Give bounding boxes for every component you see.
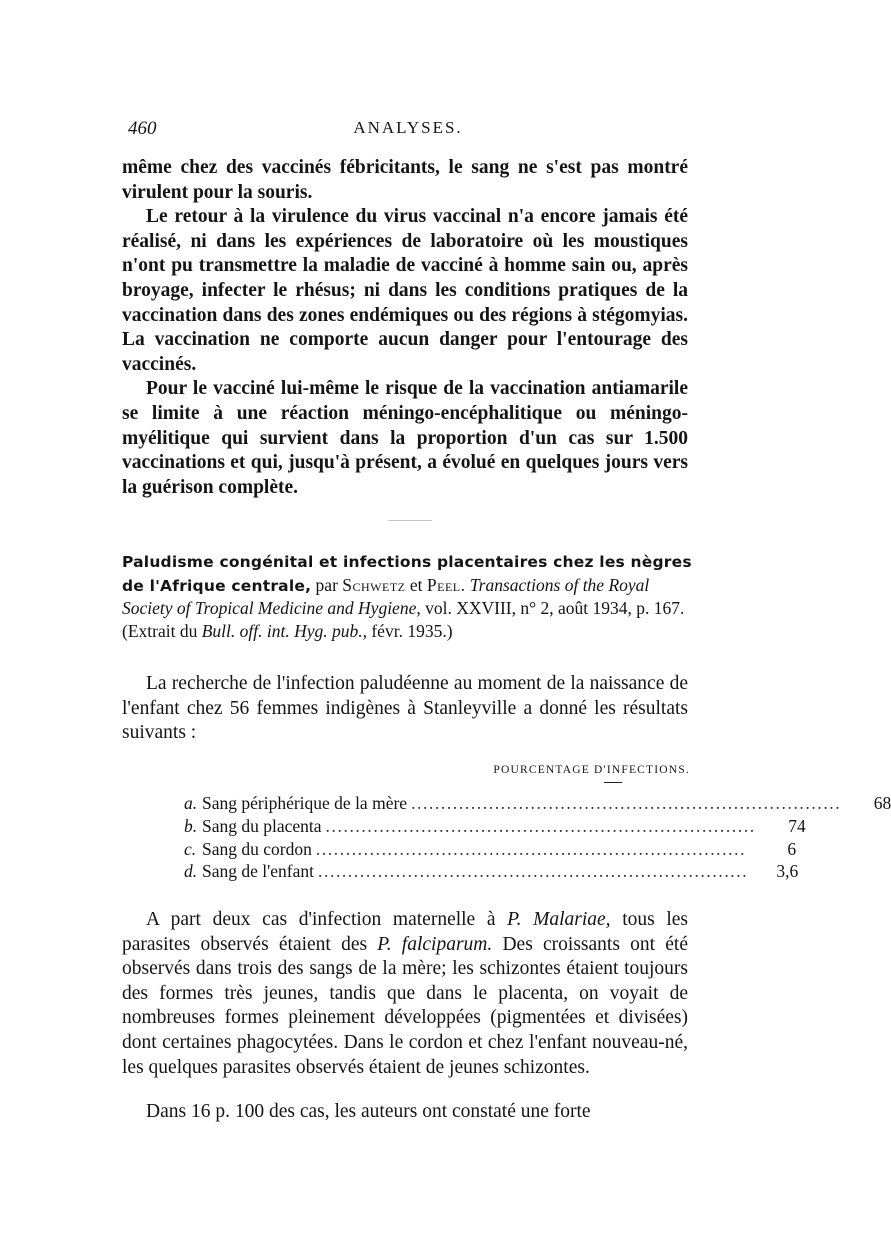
text-fragment: A part deux cas d'infection maternelle à — [146, 909, 496, 930]
results-table — [184, 792, 891, 883]
row-value: 74 — [788, 815, 806, 836]
row-label: Sang du placenta — [202, 815, 322, 836]
table-column-header: POURCENTAGE D'INFECTIONS. — [493, 764, 690, 776]
row-letter: b. — [184, 815, 198, 836]
row-label: Sang de l'enfant — [202, 861, 315, 882]
article-title: Paludisme congénital et infections placentaires chez les nègres de l'Afrique centrale, — [122, 553, 692, 595]
paragraph: même chez des vaccinés fébricitants, le sang ne s'est pas montré virulent pour la souris. — [122, 157, 688, 203]
paragraph: Pour le vacciné lui-même le risque de la vaccination antiamarile se limite à une réaction méningo-encéphalitique ou méningo-myélitique qui survient dans la proportion d'un cas sur 1.500 vaccinations et qui, jusqu'à présent, a évolué en quelques jours vers la guérison complète. — [122, 378, 688, 498]
table-row — [184, 838, 797, 861]
row-letter: c. — [184, 838, 197, 859]
row-label: Sang du cordon — [202, 838, 312, 859]
journal-volume: vol. XXVIII, n° 2, août 1934, p. 167. (Extrait du — [122, 598, 685, 641]
page-number: 460 — [128, 118, 157, 139]
species-name: P. Malariae, — [507, 909, 611, 930]
article-by: par — [315, 574, 338, 595]
paragraph — [122, 908, 688, 1080]
article-author: Peel. — [426, 574, 466, 595]
intro-text-block — [122, 672, 688, 746]
article-reference — [122, 550, 697, 642]
paragraph: Le retour à la virulence du virus vaccinal n'a encore jamais été réalisé, ni dans les expériences de laboratoire où les moustiques n'ont pu transmettre la maladie de vacciné à homme sain ou, après broyage, infecter le rhésus; ni dans les conditions pratiques de la vaccination dans des zones endémiques ou des régions à stégomyias. La vaccination ne comporte aucun danger pour l'entourage des vaccinés. — [122, 206, 688, 375]
leader-dots: ........................................................................ — [315, 838, 747, 859]
text-fragment: tous les parasites observés étaient des — [122, 909, 689, 955]
table-header-dash — [604, 782, 622, 783]
row-label: Sang périphérique de la mère — [202, 793, 408, 813]
text-fragment: Des croissants ont été observés dans trois des sangs de la mère; les schizontes étaient toujours des formes très jeunes, tandis que dans le placenta, on voyait de nombreuses formes pleinement développées (pigmentées et divisées) dont certaines phagocytées. Dans le cordon et chez l'enfant nouveau-né, les quelques parasites observés étaient de jeunes schizontes. — [122, 933, 688, 1078]
leader-dots: ........................................................................ — [318, 861, 749, 882]
source-date: févr. 1935.) — [371, 620, 453, 641]
section-divider — [388, 520, 432, 521]
article-and: et — [409, 574, 423, 595]
source-title: Bull. off. int. Hyg. pub., — [201, 620, 367, 641]
running-head: ANALYSES. — [353, 118, 463, 137]
species-name: P. falciparum. — [377, 933, 493, 955]
row-letter: d. — [184, 861, 198, 882]
paragraph: La recherche de l'infection paludéenne au moment de la naissance de l'enfant chez 56 femmes indigènes à Stanleyville a donné les résultats suivants : — [122, 673, 688, 744]
page-header — [128, 118, 688, 144]
leader-dots: ........................................................................ — [411, 793, 842, 813]
article-author: Schwetz — [342, 574, 406, 595]
leader-dots: ........................................................................ — [325, 815, 756, 836]
table-row — [184, 815, 806, 838]
table-row — [184, 860, 799, 883]
row-value: 3,6 — [776, 861, 799, 882]
table-row — [184, 792, 891, 815]
row-value: 6 — [787, 838, 797, 859]
final-text-block — [122, 1100, 688, 1125]
paragraph: Dans 16 p. 100 des cas, les auteurs ont constaté une forte — [146, 1101, 591, 1122]
row-letter: a. — [184, 793, 198, 813]
vaccination-text-block — [122, 156, 688, 500]
journal-title: Transactions of the Royal Society of Tropical Medicine and Hygiene, — [122, 574, 650, 618]
row-value: 68 — [873, 793, 891, 813]
parasites-text-block — [122, 908, 688, 1080]
